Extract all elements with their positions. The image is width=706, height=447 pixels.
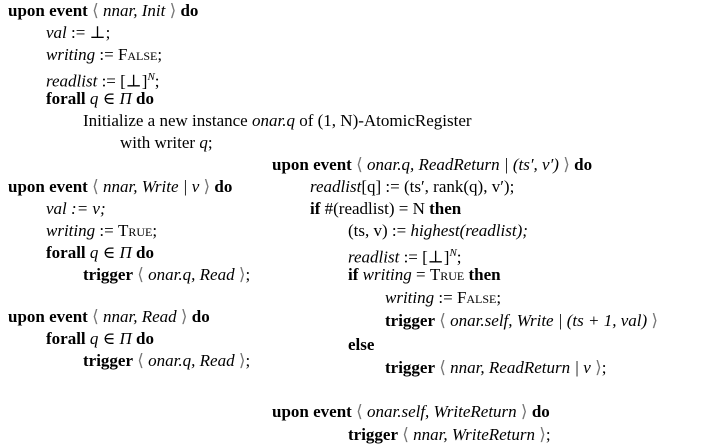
writereturn-trigger-line: trigger ⟨ nnar, WriteReturn ⟩;: [348, 425, 551, 444]
init-writer-line: with writer q;: [120, 133, 213, 152]
read-header: upon event ⟨ nnar, Read ⟩ do: [8, 307, 210, 326]
readreturn-else-line: else: [348, 335, 375, 354]
keyword-do: do: [180, 1, 199, 20]
writereturn-header: upon event ⟨ onar.self, WriteReturn ⟩ do: [272, 402, 550, 421]
readreturn-trigger-return: trigger ⟨ nnar, ReadReturn | v ⟩;: [385, 358, 607, 377]
readreturn-readlist-line: readlist[q] := (ts′, rank(q), v′);: [310, 177, 515, 196]
write-trigger-line: trigger ⟨ onar.q, Read ⟩;: [83, 265, 251, 284]
write-forall-line: forall q ∈ Π do: [46, 243, 154, 262]
write-val-line: val := v;: [46, 199, 106, 218]
readreturn-header: upon event ⟨ onar.q, ReadReturn | (ts′, v′) ⟩ do: [272, 155, 593, 174]
keyword-upon-event: upon event: [8, 1, 88, 20]
init-header: [8, 1, 198, 21]
angle-close: ⟩: [169, 1, 177, 20]
readreturn-if-line: if #(readlist) = N then: [310, 199, 462, 218]
init-readlist-line: readlist := [⊥]$^N$;: [46, 71, 160, 91]
write-writing-line: writing := True;: [46, 221, 158, 240]
write-header: upon event ⟨ nnar, Write | v ⟩ do: [8, 177, 233, 196]
readreturn-writing-false: writing := False;: [385, 288, 502, 307]
angle-open: ⟨: [92, 1, 99, 20]
readreturn-reset-line: readlist := [⊥]$^N$;: [348, 247, 462, 267]
init-val-line: val := ⊥;: [46, 23, 111, 42]
read-trigger-line: trigger ⟨ onar.q, Read ⟩;: [83, 351, 251, 370]
readreturn-trigger-write: trigger ⟨ onar.self, Write | (ts + 1, val) ⟩: [385, 311, 659, 330]
init-instance-line: Initialize a new instance onar.q of (1, N)-AtomicRegister: [83, 111, 472, 130]
readreturn-tsv-line: (ts, v) := highest(readlist);: [348, 221, 528, 240]
read-forall-line: forall q ∈ Π do: [46, 329, 154, 348]
readreturn-if2-line: if writing = True then: [348, 265, 501, 284]
init-writing-line: writing := False;: [46, 45, 163, 64]
event-name: nnar, Init: [102, 1, 166, 20]
init-forall-line: forall q ∈ Π do: [46, 89, 154, 108]
